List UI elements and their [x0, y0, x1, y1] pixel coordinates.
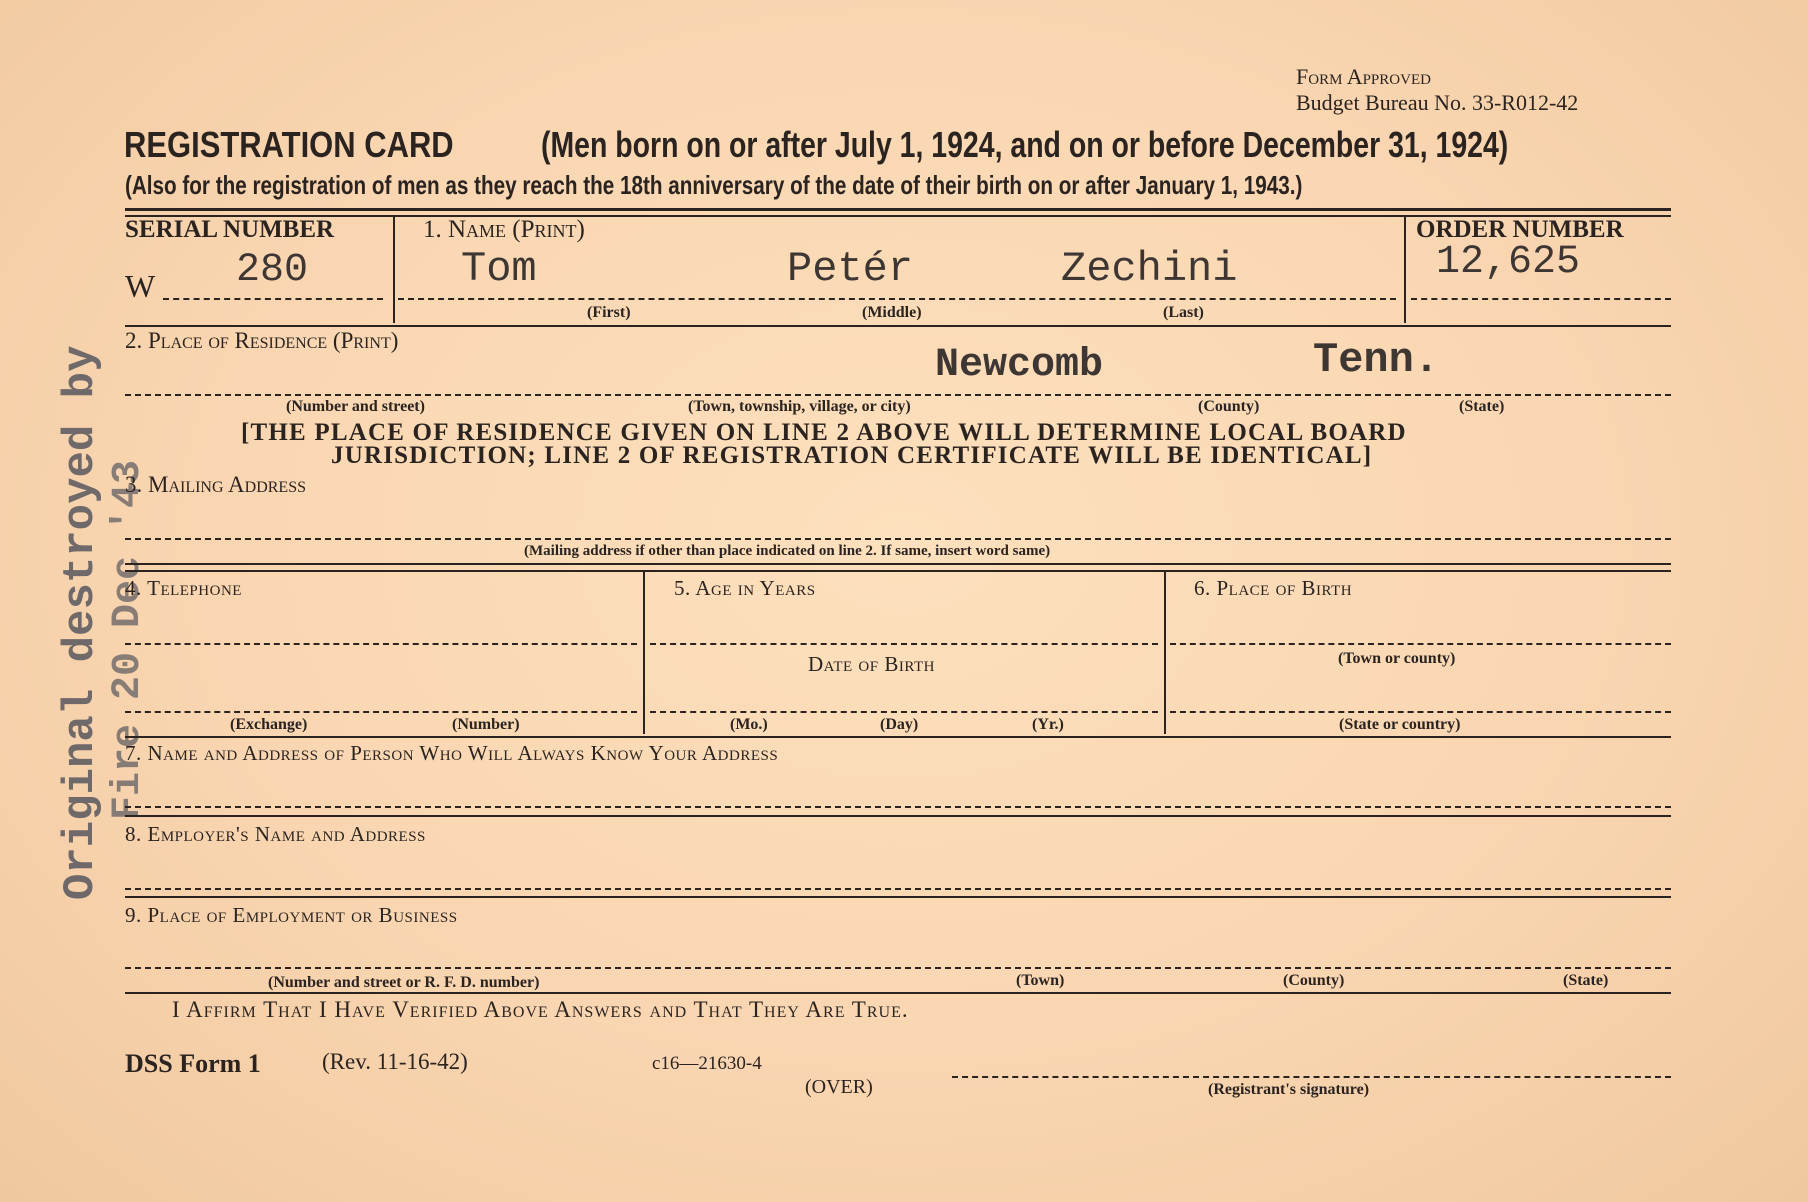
name-middle: Petér: [787, 245, 914, 293]
signature-field[interactable]: [952, 1040, 1671, 1076]
mailing-address-label: 3. Mailing Address: [125, 472, 306, 497]
employment-place-label: 9. Place of Employment or Business: [125, 903, 458, 927]
serial-number-value: 280: [236, 248, 309, 293]
form-revision: (Rev. 11-16-42): [322, 1049, 468, 1074]
caption-birth-town: (Town or county): [1338, 650, 1456, 667]
caption-residence-street: (Number and street): [286, 398, 425, 415]
residence-state: Tenn.: [1313, 336, 1440, 384]
form-id: DSS Form 1: [125, 1049, 261, 1078]
jurisdiction-notice-line1: [THE PLACE OF RESIDENCE GIVEN ON LINE 2 ABOVE WILL DETERMINE LOCAL BOARD: [241, 419, 1407, 446]
caption-residence-county: (County): [1198, 398, 1260, 415]
order-number-label: ORDER NUMBER: [1416, 216, 1624, 243]
destroyed-stamp-line1: Original destroyed by: [56, 345, 106, 900]
caption-exchange: (Exchange): [230, 716, 308, 733]
employer-label: 8. Employer's Name and Address: [125, 822, 426, 846]
page-title: REGISTRATION CARD: [124, 124, 454, 165]
age-label: 5. Age in Years: [674, 576, 816, 600]
destroyed-stamp-line2: Fire 20 Dec '43: [106, 459, 151, 820]
caption-phone-number: (Number): [452, 716, 520, 733]
form-approved: Form Approved: [1296, 64, 1431, 89]
residence-label: 2. Place of Residence (Print): [125, 328, 399, 353]
subtitle: (Also for the registration of men as they reach the 18th anniversary of the date of their birth on or after January 1, 1943.): [125, 170, 1303, 200]
name-last: Zechini: [1061, 245, 1238, 293]
caption-middle: (Middle): [862, 304, 922, 321]
caption-last: (Last): [1163, 304, 1204, 321]
telephone-label: 4. Telephone: [125, 576, 242, 600]
affirmation: I Affirm That I Have Verified Above Answers and That They Are True.: [172, 997, 909, 1022]
name-first: Tom: [461, 245, 537, 293]
caption-year: (Yr.): [1032, 716, 1064, 733]
caption-mailing: (Mailing address if other than place indicated on line 2. If same, insert word same): [524, 543, 1051, 559]
order-number-value: 12,625: [1436, 240, 1581, 285]
caption-residence-state: (State): [1459, 398, 1505, 415]
title-condition: (Men born on or after July 1, 1924, and on or before December 31, 1924): [541, 124, 1509, 165]
serial-number-label: SERIAL NUMBER: [125, 216, 335, 243]
caption-birth-state: (State or country): [1339, 716, 1461, 733]
caption-employment-state: (State): [1563, 972, 1609, 989]
caption-employment-county: (County): [1283, 972, 1345, 989]
date-of-birth-label: Date of Birth: [808, 652, 935, 676]
residence-town: Newcomb: [935, 343, 1104, 388]
serial-prefix: W: [125, 268, 156, 304]
caption-employment-street: (Number and street or R. F. D. number): [268, 974, 540, 991]
signature-caption: (Registrant's signature): [1208, 1081, 1370, 1098]
caption-employment-town: (Town): [1016, 972, 1065, 989]
contact-person-label: 7. Name and Address of Person Who Will Always Know Your Address: [125, 741, 779, 765]
caption-day: (Day): [880, 716, 919, 733]
caption-first: (First): [587, 304, 631, 321]
print-code: c16—21630-4: [652, 1053, 762, 1074]
name-label: 1. Name (Print): [423, 216, 585, 243]
birthplace-label: 6. Place of Birth: [1194, 576, 1353, 600]
budget-bureau: Budget Bureau No. 33-R012-42: [1296, 90, 1579, 115]
jurisdiction-notice-line2: JURISDICTION; LINE 2 OF REGISTRATION CERTIFICATE WILL BE IDENTICAL]: [331, 442, 1373, 469]
caption-month: (Mo.): [730, 716, 768, 733]
over-note: (OVER): [805, 1076, 873, 1098]
caption-residence-town: (Town, township, village, or city): [688, 398, 911, 415]
